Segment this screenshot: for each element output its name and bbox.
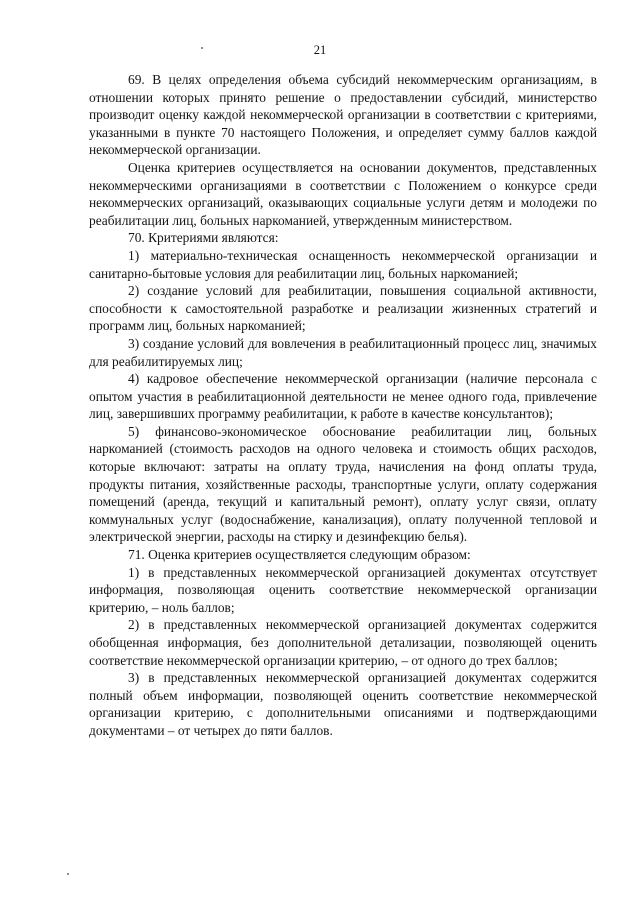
- paragraph-evaluation-basis: Оценка критериев осуществляется на основании документов, представленных некоммерческими организациями в соответствии с Положением о конкурсе среди некоммерческих организаций, оказывающих социальные услуги детям и молодежи по реабилитации лиц, больных наркоманией, утвержденным министерством.: [89, 159, 597, 228]
- scan-speck: [67, 873, 69, 875]
- score-zero: 1) в представленных некоммерческой организацией документах отсутствует информация, позволяющая оценить соответствие некоммерческой организации критерию, – ноль баллов;: [89, 564, 597, 615]
- score-four-to-five: 3) в представленных некоммерческой организацией документах содержится полный объем информации, позволяющей оценить соответствие некоммерческой организации критерию, с дополнительными описаниями и подтверждающими документами – от четырех до пяти баллов.: [89, 670, 597, 738]
- criterion-1: 1) материально-техническая оснащенность некоммерческой организации и санитарно-бытовые условия для реабилитации лиц, больных наркоманией;: [89, 247, 597, 281]
- criterion-2: 2) создание условий для реабилитации, повышения социальной активности, способности к самостоятельной разработке и реализации жизненных стратегий и программ лиц, больных наркоманией;: [89, 283, 597, 334]
- paragraph-71-heading: 71. Оценка критериев осуществляется следующим образом:: [128, 547, 471, 563]
- paragraph-69: 69. В целях определения объема субсидий некоммерческим организациям, в отношении которых принято решение о предоставлении субсидий, министерство производит оценку каждой некоммерческой организации в соответствии с критериями, указанными в пункте 70 настоящего Положения, и определяет сумму баллов каждой некоммерческой организации.: [89, 72, 597, 158]
- paragraph-70-heading: 70. Критериями являются:: [128, 230, 279, 246]
- criterion-5: 5) финансово-экономическое обоснование реабилитации лиц, больных наркоманией (стоимость расходов на одного человека и стоимость общих расходов, которые включают: затраты на оплату труда, начисления на фонд оплаты труда, продукты питания, хозяйственные расходы, транспортные услуги, оплату содержания помещений (аренда, текущий и капитальный ремонт), оплату услуг связи, оплату коммунальных услуг (водоснабжение, канализация), оплату полученной тепловой и электрической энергии, расходы на стирку и дезинфекцию белья).: [89, 423, 597, 545]
- criterion-3: 3) создание условий для вовлечения в реабилитационный процесс лиц, значимых для реабилитируемых лиц;: [89, 335, 597, 369]
- document-body: [89, 71, 597, 740]
- page-number: 21: [313, 43, 327, 57]
- criterion-4: 4) кадровое обеспечение некоммерческой организации (наличие персонала с опытом участия в реабилитационной деятельности не менее одного года, привлечение лиц, завершивших программу реабилитации, к работе в качестве консультантов);: [89, 371, 597, 422]
- scan-speck: [201, 47, 203, 49]
- score-one-to-three: 2) в представленных некоммерческой организацией документах содержится обобщенная информация, без дополнительной детализации, позволяющей оценить соответствие некоммерческой организации критерию, – от одного до трех баллов;: [89, 617, 597, 668]
